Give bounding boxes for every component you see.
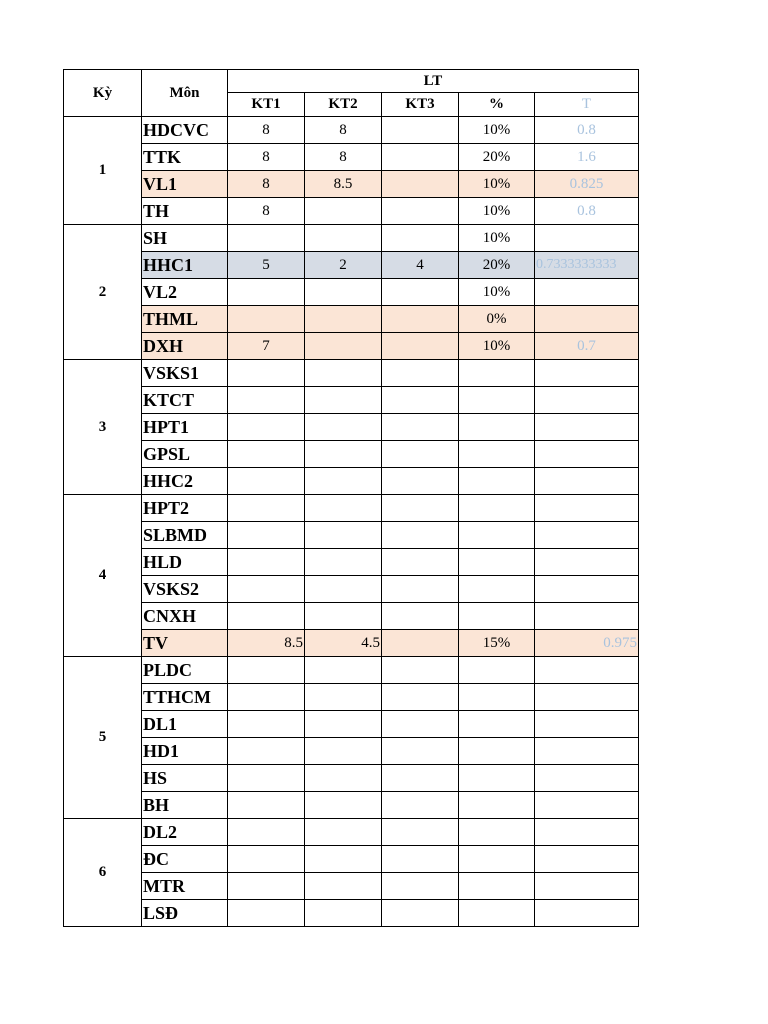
cell-kt1[interactable] <box>228 414 305 441</box>
cell-kt1[interactable] <box>228 684 305 711</box>
cell-mon[interactable]: VSKS2 <box>142 576 228 603</box>
cell-t[interactable] <box>535 576 639 603</box>
header-kt3[interactable]: KT3 <box>382 93 459 117</box>
table-row <box>64 684 639 711</box>
header-lt[interactable]: LT <box>228 70 639 93</box>
cell-mon[interactable]: TV <box>142 630 228 657</box>
cell-t[interactable] <box>535 279 639 306</box>
grades-table <box>63 69 639 927</box>
cell-mon[interactable]: THML <box>142 306 228 333</box>
cell-kt2[interactable] <box>305 522 382 549</box>
cell-ky[interactable]: 2 <box>64 225 142 360</box>
cell-kt1[interactable] <box>228 657 305 684</box>
cell-kt3[interactable] <box>382 873 459 900</box>
cell-t[interactable]: 0.975 <box>535 630 639 657</box>
table-row <box>64 630 639 657</box>
cell-kt2[interactable]: 4.5 <box>305 630 382 657</box>
cell-percent[interactable] <box>459 738 535 765</box>
cell-kt1[interactable] <box>228 900 305 927</box>
cell-kt1[interactable]: 8 <box>228 144 305 171</box>
cell-kt3[interactable] <box>382 279 459 306</box>
cell-kt1[interactable] <box>228 819 305 846</box>
cell-t[interactable] <box>535 414 639 441</box>
cell-mon[interactable]: HPT2 <box>142 495 228 522</box>
cell-percent[interactable] <box>459 603 535 630</box>
table-row <box>64 414 639 441</box>
cell-t[interactable] <box>535 360 639 387</box>
cell-kt1[interactable] <box>228 738 305 765</box>
cell-percent[interactable] <box>459 414 535 441</box>
cell-kt3[interactable] <box>382 441 459 468</box>
cell-kt3[interactable] <box>382 819 459 846</box>
cell-kt1[interactable]: 8.5 <box>228 630 305 657</box>
cell-mon[interactable]: ĐC <box>142 846 228 873</box>
cell-ky[interactable]: 3 <box>64 360 142 495</box>
table-row <box>64 198 639 225</box>
cell-mon[interactable]: VL1 <box>142 171 228 198</box>
header-ky[interactable]: Kỳ <box>64 70 142 117</box>
cell-percent[interactable] <box>459 792 535 819</box>
cell-kt3[interactable] <box>382 171 459 198</box>
cell-mon[interactable]: TTHCM <box>142 684 228 711</box>
table-row <box>64 738 639 765</box>
table-row <box>64 873 639 900</box>
cell-kt3[interactable] <box>382 738 459 765</box>
cell-kt2[interactable] <box>305 495 382 522</box>
cell-mon[interactable]: HS <box>142 765 228 792</box>
cell-t[interactable] <box>535 387 639 414</box>
cell-percent[interactable]: 10% <box>459 333 535 360</box>
cell-mon[interactable]: HD1 <box>142 738 228 765</box>
cell-kt3[interactable] <box>382 576 459 603</box>
cell-kt1[interactable] <box>228 873 305 900</box>
cell-ky[interactable]: 5 <box>64 657 142 819</box>
cell-kt1[interactable] <box>228 468 305 495</box>
cell-mon[interactable]: KTCT <box>142 387 228 414</box>
cell-kt1[interactable] <box>228 846 305 873</box>
cell-kt3[interactable] <box>382 549 459 576</box>
cell-t[interactable] <box>535 549 639 576</box>
cell-kt1[interactable] <box>228 549 305 576</box>
cell-t[interactable] <box>535 468 639 495</box>
cell-mon[interactable]: TH <box>142 198 228 225</box>
cell-kt3[interactable]: 4 <box>382 252 459 279</box>
table-row <box>64 387 639 414</box>
cell-t[interactable]: 1.6 <box>535 144 639 171</box>
cell-kt1[interactable] <box>228 495 305 522</box>
cell-kt1[interactable] <box>228 765 305 792</box>
cell-kt1[interactable] <box>228 387 305 414</box>
cell-percent[interactable] <box>459 468 535 495</box>
cell-mon[interactable]: HPT1 <box>142 414 228 441</box>
table-row <box>64 468 639 495</box>
cell-percent[interactable] <box>459 576 535 603</box>
cell-kt1[interactable] <box>228 603 305 630</box>
header-kt1[interactable]: KT1 <box>228 93 305 117</box>
cell-t[interactable]: 0.8 <box>535 198 639 225</box>
table-row <box>64 522 639 549</box>
cell-kt2[interactable]: 8 <box>305 144 382 171</box>
table-row <box>64 144 639 171</box>
cell-percent[interactable]: 20% <box>459 144 535 171</box>
cell-percent[interactable] <box>459 549 535 576</box>
cell-kt2[interactable] <box>305 738 382 765</box>
cell-t[interactable]: 0.7 <box>535 333 639 360</box>
cell-kt2[interactable] <box>305 549 382 576</box>
cell-ky[interactable]: 4 <box>64 495 142 657</box>
cell-percent[interactable] <box>459 522 535 549</box>
cell-mon[interactable]: LSĐ <box>142 900 228 927</box>
cell-kt3[interactable] <box>382 522 459 549</box>
cell-percent[interactable] <box>459 900 535 927</box>
cell-mon[interactable]: TTK <box>142 144 228 171</box>
cell-mon[interactable]: HHC1 <box>142 252 228 279</box>
cell-kt1[interactable]: 7 <box>228 333 305 360</box>
cell-kt2[interactable] <box>305 873 382 900</box>
cell-mon[interactable]: SLBMD <box>142 522 228 549</box>
table-row <box>64 279 639 306</box>
cell-kt3[interactable] <box>382 630 459 657</box>
cell-kt2[interactable] <box>305 576 382 603</box>
cell-kt3[interactable] <box>382 225 459 252</box>
cell-kt2[interactable] <box>305 441 382 468</box>
table-row <box>64 117 639 144</box>
table-row <box>64 549 639 576</box>
cell-ky[interactable]: 1 <box>64 117 142 225</box>
cell-percent[interactable] <box>459 846 535 873</box>
cell-kt3[interactable] <box>382 765 459 792</box>
cell-percent[interactable]: 10% <box>459 279 535 306</box>
cell-mon[interactable]: HDCVC <box>142 117 228 144</box>
cell-kt1[interactable] <box>228 576 305 603</box>
cell-kt1[interactable] <box>228 711 305 738</box>
cell-percent[interactable]: 0% <box>459 306 535 333</box>
table-row <box>64 846 639 873</box>
table-row <box>64 576 639 603</box>
table-row <box>64 900 639 927</box>
cell-kt2[interactable] <box>305 657 382 684</box>
table-row <box>64 603 639 630</box>
cell-t[interactable] <box>535 225 639 252</box>
cell-kt2[interactable] <box>305 225 382 252</box>
cell-kt2[interactable] <box>305 360 382 387</box>
cell-kt2[interactable] <box>305 846 382 873</box>
table-row <box>64 306 639 333</box>
cell-kt1[interactable] <box>228 522 305 549</box>
cell-mon[interactable]: VL2 <box>142 279 228 306</box>
cell-t[interactable] <box>535 603 639 630</box>
cell-t[interactable]: 0.825 <box>535 171 639 198</box>
cell-kt2[interactable] <box>305 468 382 495</box>
cell-percent[interactable]: 10% <box>459 225 535 252</box>
cell-mon[interactable]: DL2 <box>142 819 228 846</box>
cell-kt1[interactable]: 8 <box>228 198 305 225</box>
cell-kt2[interactable] <box>305 414 382 441</box>
cell-mon[interactable]: GPSL <box>142 441 228 468</box>
cell-kt1[interactable] <box>228 360 305 387</box>
table-row <box>64 333 639 360</box>
cell-kt3[interactable] <box>382 603 459 630</box>
cell-kt2[interactable] <box>305 306 382 333</box>
cell-kt2[interactable] <box>305 198 382 225</box>
cell-kt1[interactable] <box>228 306 305 333</box>
table-row <box>64 765 639 792</box>
cell-kt3[interactable] <box>382 792 459 819</box>
cell-t[interactable] <box>535 765 639 792</box>
cell-mon[interactable]: VSKS1 <box>142 360 228 387</box>
cell-percent[interactable]: 15% <box>459 630 535 657</box>
cell-percent[interactable] <box>459 360 535 387</box>
cell-ky[interactable]: 6 <box>64 819 142 927</box>
cell-t[interactable] <box>535 873 639 900</box>
table-row <box>64 252 639 279</box>
cell-t[interactable] <box>535 900 639 927</box>
cell-kt3[interactable] <box>382 711 459 738</box>
cell-kt3[interactable] <box>382 387 459 414</box>
cell-percent[interactable] <box>459 711 535 738</box>
grades-body <box>64 117 639 927</box>
cell-mon[interactable]: SH <box>142 225 228 252</box>
cell-t[interactable] <box>535 711 639 738</box>
cell-t[interactable] <box>535 306 639 333</box>
header-percent[interactable]: % <box>459 93 535 117</box>
table-row <box>64 495 639 522</box>
cell-percent[interactable] <box>459 684 535 711</box>
cell-t[interactable] <box>535 819 639 846</box>
cell-kt2[interactable]: 2 <box>305 252 382 279</box>
cell-mon[interactable]: PLDC <box>142 657 228 684</box>
cell-percent[interactable]: 20% <box>459 252 535 279</box>
cell-kt2[interactable]: 8 <box>305 117 382 144</box>
cell-kt3[interactable] <box>382 684 459 711</box>
cell-t[interactable] <box>535 441 639 468</box>
cell-kt2[interactable] <box>305 792 382 819</box>
cell-kt2[interactable] <box>305 765 382 792</box>
cell-t[interactable] <box>535 657 639 684</box>
cell-percent[interactable] <box>459 657 535 684</box>
cell-kt1[interactable]: 5 <box>228 252 305 279</box>
cell-kt2[interactable] <box>305 819 382 846</box>
table-row <box>64 441 639 468</box>
cell-percent[interactable] <box>459 819 535 846</box>
header-kt2[interactable]: KT2 <box>305 93 382 117</box>
table-row <box>64 819 639 846</box>
cell-percent[interactable]: 10% <box>459 117 535 144</box>
cell-kt3[interactable] <box>382 306 459 333</box>
cell-t[interactable]: 0.7333333333 <box>535 252 639 279</box>
cell-kt3[interactable] <box>382 333 459 360</box>
cell-kt2[interactable] <box>305 333 382 360</box>
cell-t[interactable] <box>535 495 639 522</box>
cell-kt2[interactable]: 8.5 <box>305 171 382 198</box>
table-row <box>64 171 639 198</box>
table-row <box>64 225 639 252</box>
cell-kt3[interactable] <box>382 468 459 495</box>
cell-t[interactable] <box>535 846 639 873</box>
cell-mon[interactable]: HLD <box>142 549 228 576</box>
cell-kt2[interactable] <box>305 387 382 414</box>
cell-kt1[interactable] <box>228 792 305 819</box>
cell-kt1[interactable]: 8 <box>228 171 305 198</box>
cell-kt3[interactable] <box>382 360 459 387</box>
cell-mon[interactable]: DL1 <box>142 711 228 738</box>
table-row <box>64 792 639 819</box>
cell-kt3[interactable] <box>382 657 459 684</box>
cell-kt2[interactable] <box>305 711 382 738</box>
cell-mon[interactable]: MTR <box>142 873 228 900</box>
table-row <box>64 657 639 684</box>
cell-percent[interactable] <box>459 387 535 414</box>
cell-t[interactable] <box>535 522 639 549</box>
cell-t[interactable] <box>535 684 639 711</box>
cell-t[interactable]: 0.8 <box>535 117 639 144</box>
cell-t[interactable] <box>535 738 639 765</box>
cell-kt3[interactable] <box>382 117 459 144</box>
cell-kt3[interactable] <box>382 900 459 927</box>
cell-mon[interactable]: HHC2 <box>142 468 228 495</box>
cell-t[interactable] <box>535 792 639 819</box>
table-row <box>64 711 639 738</box>
cell-kt3[interactable] <box>382 198 459 225</box>
cell-mon[interactable]: CNXH <box>142 603 228 630</box>
cell-kt2[interactable] <box>305 900 382 927</box>
cell-kt2[interactable] <box>305 603 382 630</box>
cell-percent[interactable] <box>459 495 535 522</box>
cell-kt1[interactable]: 8 <box>228 117 305 144</box>
cell-mon[interactable]: DXH <box>142 333 228 360</box>
table-row <box>64 360 639 387</box>
cell-kt3[interactable] <box>382 414 459 441</box>
cell-kt3[interactable] <box>382 495 459 522</box>
cell-percent[interactable] <box>459 441 535 468</box>
cell-kt1[interactable] <box>228 441 305 468</box>
header-mon[interactable]: Môn <box>142 70 228 117</box>
cell-percent[interactable] <box>459 873 535 900</box>
cell-kt2[interactable] <box>305 684 382 711</box>
cell-kt3[interactable] <box>382 144 459 171</box>
cell-kt1[interactable] <box>228 279 305 306</box>
header-t[interactable]: T <box>535 93 639 117</box>
cell-percent[interactable]: 10% <box>459 198 535 225</box>
cell-percent[interactable] <box>459 765 535 792</box>
cell-mon[interactable]: BH <box>142 792 228 819</box>
cell-kt2[interactable] <box>305 279 382 306</box>
cell-kt3[interactable] <box>382 846 459 873</box>
cell-kt1[interactable] <box>228 225 305 252</box>
cell-percent[interactable]: 10% <box>459 171 535 198</box>
